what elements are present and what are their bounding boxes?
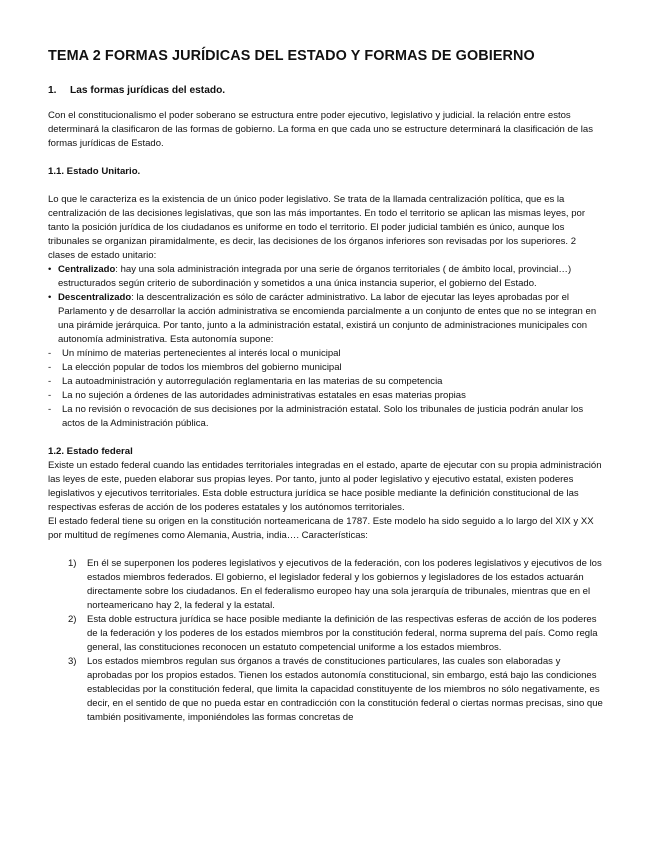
dash-icon: - [48,404,52,415]
item-text: Esta doble estructura jurídica se hace posible mediante la definición de las respectivas esferas de acción de los poderes de la federación y los poderes de los estados miembros por la constitución federal, norma suprema del país. Como regla general, las constituciones reconocen un estatuto competencial uniforme a los estados miembros. [87,614,598,653]
subsection-heading-federal: 1.2. Estado federal [48,446,133,457]
unitario-paragraph: Lo que le caracteriza es la existencia de un único poder legislativo. Se trata de la llamada centralización política, que es la centralización de las decisiones legislativas, que son las más importantes. En todo el territorio se aplican las mismas leyes, por tanto la posición jurídica de los ciudadanos es uniforme en todo el territorio. El poder judicial también es único, aunque los tribunales se organizan piramidalmente, es decir, las decisiones de los órganos inferiores son revisadas por los superiores. 2 clases de estado unitario: [48,194,586,261]
dash-text: Un mínimo de materias pertenecientes al interés local o municipal [62,348,341,359]
dash-item [48,347,604,361]
item-number: 1) [68,558,77,569]
numbered-list [68,557,604,725]
federal-paragraph: Existe un estado federal cuando las entidades territoriales integradas en el estado, aparte de ejecutar con su propia administración las leyes de este, pueden elaborar sus propias leyes. Por tanto, junto al poder legislativo y ejecutivo estatal, existen poderes legislativos y ejecutivos territoriales. Esta doble estructura jurídica se hace posible mediante la definición constitucional de las respectivas esferas de acción de los poderes estatales y los autónomos territoriales. [48,460,602,513]
bullet-text: : la descentralización es sólo de carácter administrativo. La labor de ejecutar las leyes aprobadas por el Parlamento y de desarrollar la acción administrativa se encomienda parcialmente a un conjunto de entes que no se integran en una pirámide jerárquica. Por tanto, junto a la administración estatal, existirá un conjunto de administraciones municipales con autonomía administrativa. Esta autonomía supone: [58,292,597,345]
dash-icon: - [48,362,52,373]
bullet-label: Descentralizado [58,292,132,303]
item-text: En él se superponen los poderes legislativos y ejecutivos de la federación, con los poderes legislativos y ejecutivos de los estados miembros federados. El gobierno, el legislador federal y los gobiernos y legisladores de los estados actuarán directamente sobre los ciudadanos. En el federalismo europeo hay una sola jerarquía de tribunales, mientras que en el norteamericano hay 2, la federal y la estatal. [87,558,602,611]
bullet-label: Centralizado [58,264,116,275]
dash-icon: - [48,348,52,359]
dash-item [48,375,604,389]
bullet-icon: • [48,292,52,303]
federal-paragraph: El estado federal tiene su origen en la constitución norteamericana de 1787. Este modelo ha sido seguido a lo largo del XIX y XX por multitud de regímenes como Alemania, Austria, india…. Características: [48,516,594,541]
subsection-heading-unitario: 1.1. Estado Unitario. [48,166,141,177]
dash-item [48,403,604,431]
dash-item [48,389,604,403]
intro-paragraph: Con el constitucionalismo el poder soberano se estructura entre poder ejecutivo, legislativo y judicial. la relación entre estos determinará la clasificaron de las formas de gobierno. La forma en que cada uno se estructure determinará la clasificación de las formas jurídicas de Estado. [48,110,593,149]
section-heading [48,85,604,96]
item-number: 2) [68,614,77,625]
section-number: 1. [48,85,57,96]
item-text: Los estados miembros regulan sus órganos a través de constituciones particulares, las cuales son elaboradas y aprobadas por los propios estados. Tienen los estados autonomía constitucional, sin embargo, está bajo las condiciones establecidas por la constitución federal, que limita la capacidad constituyente de los miembros no sólo negativamente, es decir, en el sentido de que no pueda estar en contradicción con la constitución federal o ciertas normas precisas, sino que también positivamente, imponiéndoles las formas concretas de [87,656,603,723]
numbered-item [68,613,604,655]
document-page [48,48,604,725]
bullet-item [48,263,604,291]
item-number: 3) [68,656,77,667]
dash-text: La autoadministración y autorregulación reglamentaria en las materias de su competencia [62,376,443,387]
bullet-text: : hay una sola administración integrada por una serie de órganos territoriales ( de ámbito local, provincial…) estructurados según criterio de subordinación y sometidos a una única instancia superior, el gobierno del Estado. [58,264,572,289]
numbered-item [68,557,604,613]
dash-item [48,361,604,375]
dash-text: La elección popular de todos los miembros del gobierno municipal [62,362,342,373]
bullet-icon: • [48,264,52,275]
dash-text: La no revisión o revocación de sus decisiones por la administración estatal. Solo los tribunales de justicia podrán anular los actos de la Administración pública. [62,404,584,429]
dash-icon: - [48,390,52,401]
dash-icon: - [48,376,52,387]
bullet-item [48,291,604,347]
dash-text: La no sujeción a órdenes de las autoridades administrativas estatales en esas materias propias [62,390,466,401]
document-title: TEMA 2 FORMAS JURÍDICAS DEL ESTADO Y FORMAS DE GOBIERNO [48,48,535,64]
section-heading-text: Las formas jurídicas del estado. [70,85,226,96]
numbered-item [68,655,604,725]
